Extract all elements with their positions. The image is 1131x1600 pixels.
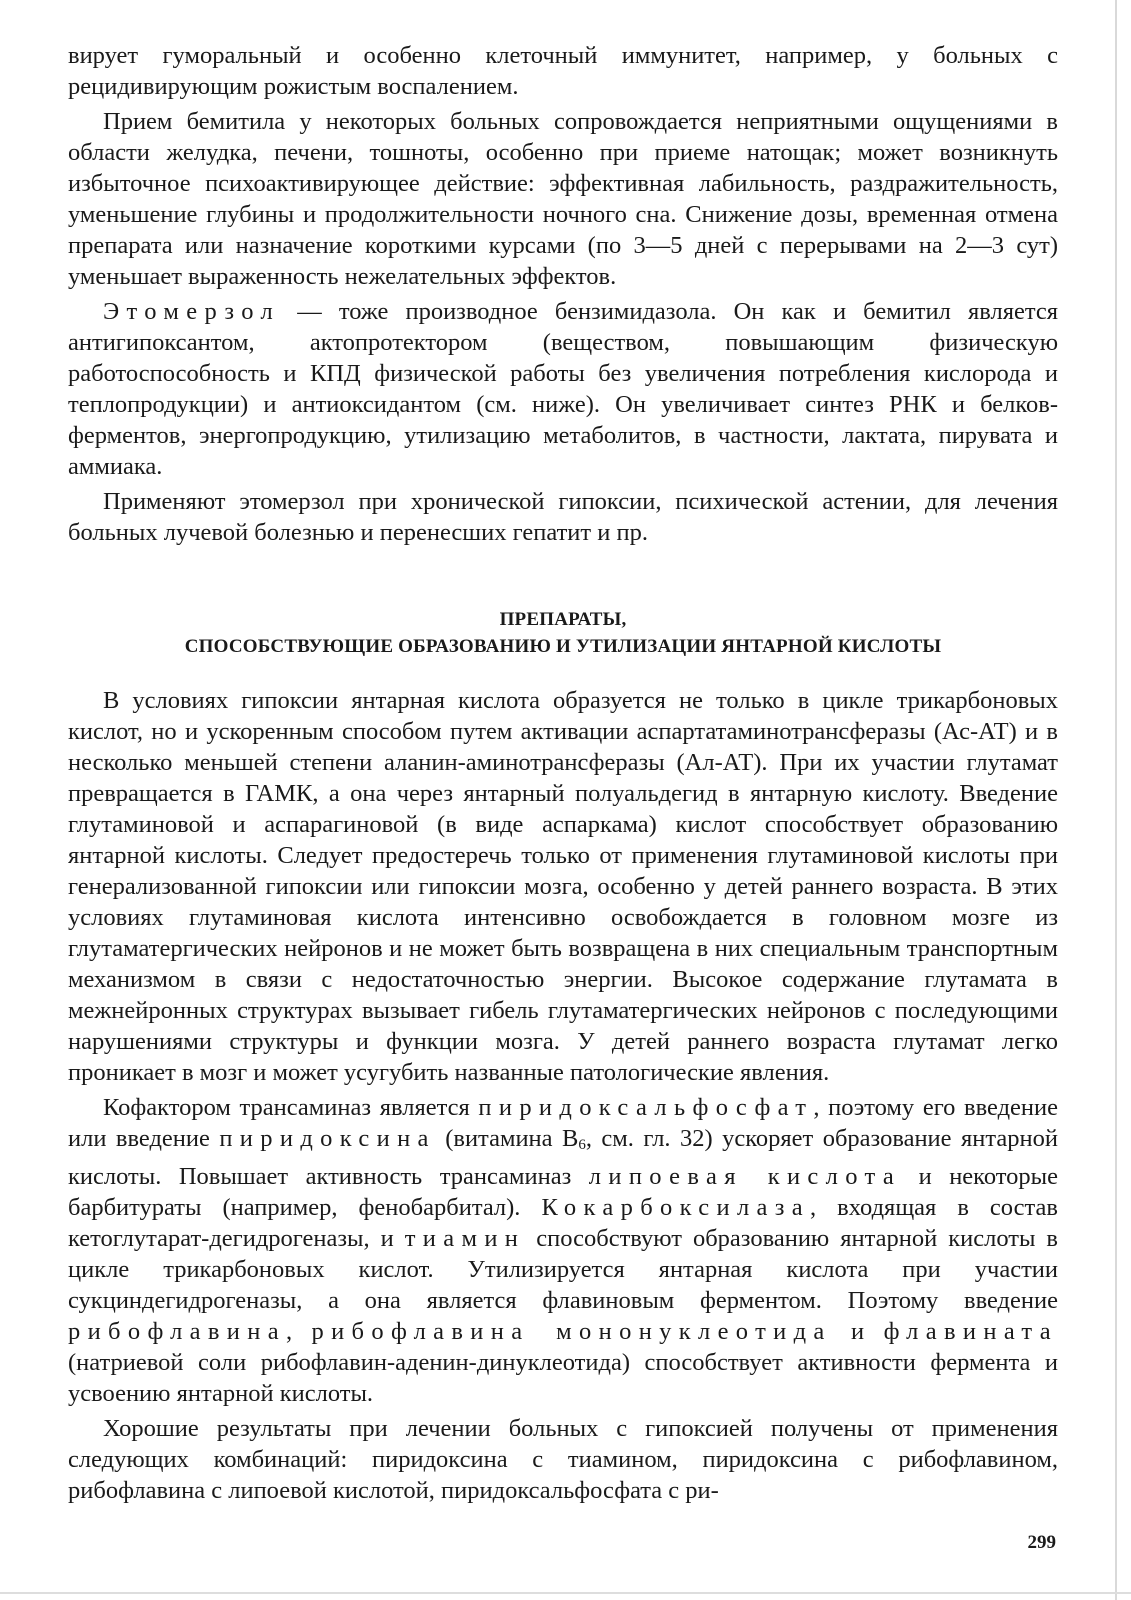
term-etomerzol: Этомерзол bbox=[103, 298, 281, 325]
paragraph-5: В условиях гипоксии янтарная кислота образуется не только в цикле трикарбоновых кислот, но и ускоренным способом путем активации аспартатаминотрансферазы (Ас-АТ) и в несколько меньшей степени аланин-аминотрансферазы (Ал-АТ). При их участии глутамат превращается в ГАМК, а она через янтарный полуальдегид в янтарную кислоту. Введение глутаминовой и аспарагиновой (в виде аспаркама) кислот способствует образованию янтарной кислоты. Следует предостеречь только от применения глутаминовой кислоты при генерализованной гипоксии или гипоксии мозга, особенно у детей раннего возраста. В этих условиях глутаминовая кислота интенсивно освобождается в головном мозге из глутаматергических нейронов и не может быть возвращена в них специальным транспортным механизмом в связи с недостаточностью энергии. Высокое содержание глутамата в межнейронных структурах вызывает гибель глутаматергических нейронов с последующими нарушениями структуры и функции мозга. У детей раннего возраста глутамат легко проникает в мозг и может усугубить названные патологические явления. bbox=[68, 687, 1058, 1086]
paragraph-3 bbox=[68, 296, 1058, 482]
page-edge-right bbox=[1115, 0, 1117, 1600]
page-number: 299 bbox=[1027, 1532, 1056, 1553]
paragraph-4: Применяют этомерзол при хронической гипоксии, психической астении, для лечения больных лучевой болезнью и перенесших гепатит и пр. bbox=[68, 488, 1058, 546]
term-pyridoxal-phosphate: пиридоксальфосфат bbox=[478, 1094, 814, 1121]
paragraph-6 bbox=[68, 1092, 1058, 1409]
paragraph-7: Хорошие результаты при лечении больных с гипоксией получены от применения следующих комбинаций: пиридоксина с тиамином, пиридоксина с рибофлавином, рибофлавина с липоевой кислотой, пиридоксальфосфата с ри- bbox=[68, 1415, 1058, 1504]
paragraph-2: Прием бемитила у некоторых больных сопровождается неприятными ощущениями в области желудка, печени, тошноты, особенно при приеме натощак; может возникнуть избыточное психоактивирующее действие: эффективная лабильность, раздражительность, уменьшение глубины и продолжительности ночного сна. Снижение дозы, временная отмена препарата или назначение короткими курсами (по 3—5 дней с перерывами на 2—3 сут) уменьшает выраженность нежелательных эффектов. bbox=[68, 108, 1058, 290]
body-text bbox=[68, 40, 1058, 1506]
section-heading-line-2: СПОСОБСТВУЮЩИЕ ОБРАЗОВАНИЮ И УТИЛИЗАЦИИ ЯНТАРНОЙ КИСЛОТЫ bbox=[184, 636, 942, 657]
vitamin-subscript: 6 bbox=[578, 1137, 586, 1153]
section-heading-line-1: ПРЕПАРАТЫ, bbox=[499, 609, 627, 630]
text-run: и bbox=[831, 1318, 884, 1345]
term-cocarboxylase: Кокарбоксилаза bbox=[541, 1194, 811, 1221]
text-run: Кофактором трансаминаз является bbox=[103, 1094, 479, 1121]
term-riboflavin-mononucleotide: рибофлавина мононуклеотида bbox=[311, 1318, 832, 1345]
term-lipoic-acid: липоевая кислота bbox=[588, 1163, 902, 1190]
term-thiamine: тиамин bbox=[404, 1225, 526, 1252]
text-run: (витамина B bbox=[435, 1125, 579, 1152]
paragraph-3-text: — тоже производное бензимидазола. Он как и бемитил является антигипоксантом, актопротектором (веществом, повышающим физическую работоспособность и КПД физической работы без увеличения потребления кислорода и теплопродукции) и антиоксидантом (см. ниже). Он увеличивает синтез РНК и белков-ферментов, энергопродукцию, утилизацию метаболитов, в частности, лактата, пирувата и аммиака. bbox=[68, 298, 1058, 480]
page-edge-bottom bbox=[0, 1592, 1131, 1594]
text-run: (натриевой соли рибофлавин-аденин-динуклеотида) способствует активности фермента и усвоению янтарной кислоты. bbox=[68, 1349, 1058, 1407]
text-run: , см. гл. 32) ускоряет образование янтарной кислоты. Повышает активность трансаминаз bbox=[68, 1125, 1058, 1190]
term-flavinat: флавината bbox=[883, 1318, 1058, 1345]
text-run: , bbox=[285, 1318, 312, 1345]
text-run: , поэтому его введение или введение bbox=[68, 1094, 1058, 1152]
term-pyridoxine: пиридоксина bbox=[219, 1125, 436, 1152]
paragraph-1: вирует гуморальный и особенно клеточный иммунитет, например, у больных с рецидивирующим рожистым воспалением. bbox=[68, 42, 1058, 100]
text-run: способствуют образованию янтарной кислоты в цикле трикарбоновых кислот. Утилизируется янтарная кислота при участии сукциндегидрогеназы, а она является флавиновым ферментом. Поэтому введение bbox=[68, 1225, 1058, 1314]
text-run: и некоторые барбитураты (например, фенобарбитал). bbox=[68, 1163, 1058, 1221]
section-heading bbox=[68, 606, 1058, 660]
text-run: , входящая в состав кетоглутарат-дегидрогеназы, и bbox=[68, 1194, 1058, 1252]
term-riboflavin: рибофлавина bbox=[68, 1318, 286, 1345]
